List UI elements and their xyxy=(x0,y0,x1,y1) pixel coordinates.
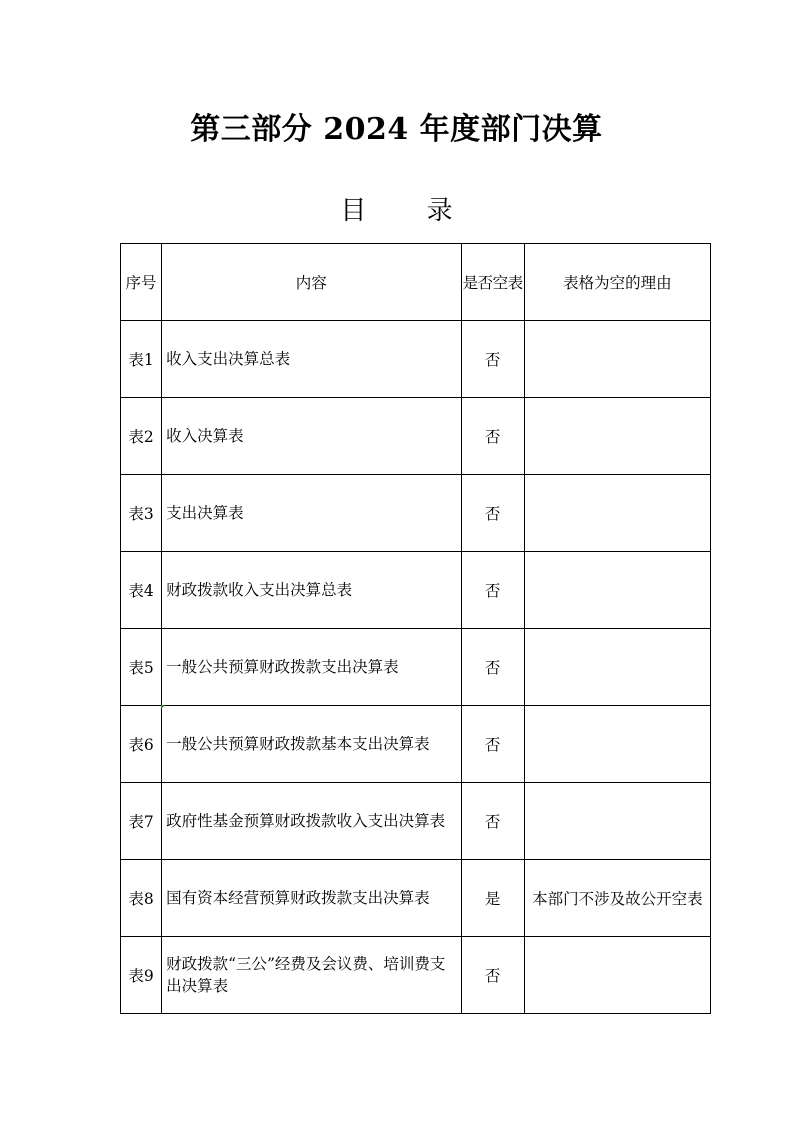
table-row xyxy=(121,629,711,706)
row-reason xyxy=(524,552,710,629)
row-content: 收入决算表 xyxy=(162,398,462,475)
row-is-empty: 否 xyxy=(461,475,524,552)
row-is-empty: 否 xyxy=(461,629,524,706)
row-reason xyxy=(524,706,710,783)
table-row xyxy=(121,937,711,1014)
row-no: 表2 xyxy=(121,398,162,475)
row-is-empty: 否 xyxy=(461,552,524,629)
row-content: 支出决算表 xyxy=(162,475,462,552)
row-no: 表4 xyxy=(121,552,162,629)
row-no: 表5 xyxy=(121,629,162,706)
row-reason xyxy=(524,629,710,706)
toc-table xyxy=(120,243,711,1014)
row-no: 表6 xyxy=(121,706,162,783)
row-no: 表3 xyxy=(121,475,162,552)
row-no: 表8 xyxy=(121,860,162,937)
cell-comment-marker xyxy=(161,705,165,709)
row-is-empty: 否 xyxy=(461,321,524,398)
table-row xyxy=(121,321,711,398)
row-content: 一般公共预算财政拨款基本支出决算表 xyxy=(162,706,462,783)
row-content: 财政拨款“三公”经费及会议费、培训费支出决算表 xyxy=(162,937,462,1014)
header-content: 内容 xyxy=(162,244,462,321)
row-reason xyxy=(524,937,710,1014)
row-reason: 本部门不涉及故公开空表 xyxy=(524,860,710,937)
row-is-empty: 否 xyxy=(461,783,524,860)
row-no: 表1 xyxy=(121,321,162,398)
row-no: 表7 xyxy=(121,783,162,860)
header-reason: 表格为空的理由 xyxy=(524,244,710,321)
header-no: 序号 xyxy=(121,244,162,321)
table-row xyxy=(121,783,711,860)
toc-heading: 目 录 xyxy=(340,196,479,226)
row-is-empty: 否 xyxy=(461,937,524,1014)
row-reason xyxy=(524,783,710,860)
row-is-empty: 否 xyxy=(461,398,524,475)
row-reason xyxy=(524,321,710,398)
table-row xyxy=(121,860,711,937)
row-content: 政府性基金预算财政拨款收入支出决算表 xyxy=(162,783,462,860)
row-reason xyxy=(524,398,710,475)
page-title: 第三部分 2024 年度部门决算 xyxy=(190,112,603,147)
table-row xyxy=(121,552,711,629)
header-is-empty: 是否空表 xyxy=(461,244,524,321)
row-content: 一般公共预算财政拨款支出决算表 xyxy=(162,629,462,706)
row-content: 财政拨款收入支出决算总表 xyxy=(162,552,462,629)
table-row xyxy=(121,475,711,552)
row-content: 国有资本经营预算财政拨款支出决算表 xyxy=(162,860,462,937)
row-content: 收入支出决算总表 xyxy=(162,321,462,398)
row-no: 表9 xyxy=(121,937,162,1014)
row-is-empty: 否 xyxy=(461,706,524,783)
table-row xyxy=(121,398,711,475)
row-is-empty: 是 xyxy=(461,860,524,937)
row-reason xyxy=(524,475,710,552)
table-header-row xyxy=(121,244,711,321)
table-row xyxy=(121,706,711,783)
